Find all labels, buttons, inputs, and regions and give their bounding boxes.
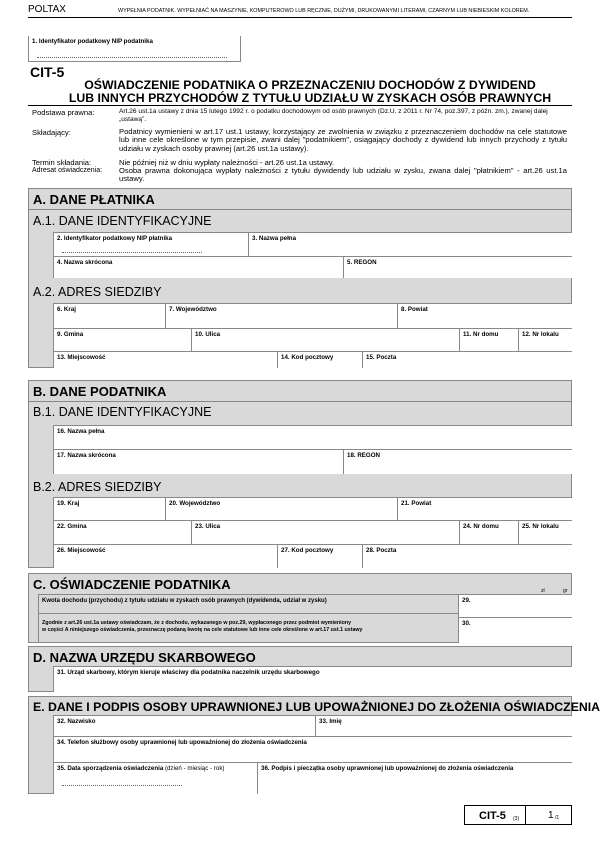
field-28-poczta[interactable]: 28. Poczta — [362, 544, 572, 568]
section-e — [28, 696, 600, 794]
field-19-kraj[interactable]: 19. Kraj — [53, 497, 165, 520]
zgodnie-line2: w części A niniejszego oświadczenia, przeznaczę podaną kwotę na cele statutowe lub inne cele określone w art.17 ust.1 ustawy — [42, 627, 363, 633]
field-23-ulica[interactable]: 23. Ulica — [191, 520, 459, 544]
section-d-title: D. NAZWA URZĘDU SKARBOWEGO — [33, 650, 256, 665]
field-9-gmina[interactable]: 9. Gmina — [53, 328, 191, 351]
field-15-poczta[interactable]: 15. Poczta — [362, 351, 572, 368]
field-31-urzad-skarbowy[interactable]: 31. Urząd skarbowy, którym kieruje właściwy dla podatnika naczelnik urzędu skarbowego — [53, 666, 572, 692]
form-title-line2: LUB INNYCH PRZYCHODÓW Z TYTUŁU UDZIAŁU W ZYSKACH OSÓB PRAWNYCH — [68, 91, 552, 105]
section-e-title: E. DANE I PODPIS OSOBY UPRAWNIONEJ LUB UPOWAŻNIONEJ DO ZŁOŻENIA OŚWIADCZENIA — [33, 700, 600, 714]
adresat-label: Adresat oświadczenia: — [32, 167, 103, 174]
kwota-label-box — [38, 594, 458, 613]
section-a-title: A. DANE PŁATNIKA — [33, 192, 155, 207]
field-7-wojewodztwo[interactable]: 7. Województwo — [165, 303, 397, 328]
footer-page-box — [526, 805, 572, 825]
footer-version: (3) — [513, 816, 520, 822]
gr-label: gr — [563, 588, 568, 594]
field-25-nr-lokalu[interactable]: 25. Nr lokalu — [518, 520, 572, 544]
field-34-telefon[interactable]: 34. Telefon służbowy osoby uprawnionej lub upoważnionej do złożenia oświadczenia — [53, 736, 572, 762]
field-5-regon[interactable]: 5. REGON — [343, 256, 572, 278]
footer-pages: /1 — [555, 815, 560, 821]
field-22-gmina[interactable]: 22. Gmina — [53, 520, 191, 544]
zgodnie-box — [38, 613, 458, 643]
field-14-kod-pocztowy[interactable]: 14. Kod pocztowy — [277, 351, 362, 368]
field-8-powiat[interactable]: 8. Powiat — [397, 303, 572, 328]
section-b1-title: B.1. DANE IDENTYFIKACYJNE — [33, 405, 212, 419]
field-33-imie[interactable]: 33. Imię — [315, 715, 572, 736]
section-d — [28, 646, 572, 692]
field-4-nazwa-skrocona[interactable]: 4. Nazwa skrócona — [53, 256, 343, 278]
kwota-label: Kwota dochodu (przychodu) z tytułu udziału w zyskach osób prawnych (dywidenda, udział w zysku) — [42, 598, 327, 604]
field-17-nazwa-skrocona[interactable]: 17. Nazwa skrócona — [53, 449, 343, 474]
section-b-title: B. DANE PODATNIKA — [33, 384, 167, 399]
section-a1-title: A.1. DANE IDENTYFIKACYJNE — [33, 214, 212, 228]
poltax-label: POLTAX — [28, 4, 66, 15]
footer-page: 1 — [548, 810, 554, 821]
skladajacy-text: Podatnicy wymienieni w art.17 ust.1 ustawy, korzystający ze zwolnienia w związku z przeznaczeniem dochodów na cele statutowe lub inne cele określone w tym przepisie, zwani dalej "podatnikiem", osiągający dochody z dywidend lub innych przychody z tytułu udziału w zyskach osoby prawnej (art.26 ust.1a ustawy). — [119, 127, 567, 153]
footer-code-box — [464, 805, 526, 825]
info-block — [28, 105, 572, 185]
nip-ticks — [37, 55, 227, 58]
section-a2-title: A.2. ADRES SIEDZIBY — [33, 285, 162, 299]
zgodnie-line1: Zgodnie z art.26 ust.1a ustawy oświadczam, że z dochodu, wykazanego w poz.29, wypłaconego przez podmiot wymieniony — [42, 620, 352, 626]
field-32-nazwisko[interactable]: 32. Nazwisko — [53, 715, 315, 736]
field-35-label: 35. Data sporządzenia oświadczenia — [57, 765, 164, 772]
podstawa-text: Art.26 ust.1a ustawy z dnia 15 lutego 1992 r. o podatku dochodowym od osób prawnych (Dz.U. z 2011 r. Nr 74, poz.397, z późn. zm.), zwanej dalej „ustawą”. — [119, 108, 548, 124]
section-c-title: C. OŚWIADCZENIE PODATNIKA — [33, 577, 231, 592]
zl-label: zł — [541, 588, 545, 594]
section-b2-title: B.2. ADRES SIEDZIBY — [33, 480, 162, 494]
top-rule — [28, 17, 572, 18]
footer-code: CIT-5 — [479, 810, 506, 822]
field-20-wojewodztwo[interactable]: 20. Województwo — [165, 497, 397, 520]
field-13-miejscowosc[interactable]: 13. Miejscowość — [53, 351, 277, 368]
section-b — [28, 380, 572, 568]
adresat-text: Osoba prawna dokonująca wypłaty należności z tytułu dywidendy lub udziału w zysku, zwana dalej "płatnikiem" - art.26 ust.1a ustawy. — [119, 166, 567, 184]
nip-box[interactable] — [28, 36, 241, 62]
field-11-nr-domu[interactable]: 11. Nr domu — [459, 328, 518, 351]
field-10-ulica[interactable]: 10. Ulica — [191, 328, 459, 351]
field-16-nazwa-pelna[interactable]: 16. Nazwa pełna — [53, 425, 572, 449]
field-30-podpis[interactable]: 30. — [458, 617, 572, 643]
field-29-kwota[interactable]: 29. — [458, 594, 572, 617]
nip-label: 1. Identyfikator podatkowy NIP podatnika — [32, 38, 153, 45]
field-27-kod-pocztowy[interactable]: 27. Kod pocztowy — [277, 544, 362, 568]
form-title-line1: OŚWIADCZENIE PODATNIKA O PRZEZNACZENIU DOCHODÓW Z DYWIDEND — [84, 78, 536, 92]
field-12-nr-lokalu[interactable]: 12. Nr lokalu — [518, 328, 572, 351]
skladajacy-label: Składający: — [32, 128, 71, 137]
termin-text: Nie później niż w dniu wypłaty należności - art.26 ust.1a ustawy. — [119, 158, 335, 167]
section-c — [28, 573, 572, 643]
podstawa-label: Podstawa prawna: — [32, 108, 95, 117]
field-6-kraj[interactable]: 6. Kraj — [53, 303, 165, 328]
fill-instruction: WYPEŁNIA PODATNIK. WYPEŁNIAĆ NA MASZYNIE, KOMPUTEROWO LUB RĘCZNIE, DUŻYMI, DRUKOWANYMI LITERAMI, CZARNYM LUB NIEBIESKIM KOLOREM. — [118, 8, 530, 14]
form-code: CIT-5 — [30, 64, 65, 80]
field-36-podpis[interactable]: 36. Podpis i pieczątka osoby uprawnionej lub upoważnionej do złożenia oświadczenia — [257, 762, 572, 794]
field-35-hint: (dzień - miesiąc - rok) — [165, 765, 225, 772]
field-18-regon[interactable]: 18. REGON — [343, 449, 572, 474]
field-2-nip-platnika[interactable]: 2. Identyfikator podatkowy NIP płatnika — [53, 232, 248, 256]
field-35-data[interactable] — [53, 762, 257, 794]
field-26-miejscowosc[interactable]: 26. Miejscowość — [53, 544, 277, 568]
field-3-nazwa-pelna[interactable]: 3. Nazwa pełna — [248, 232, 572, 256]
section-a — [28, 188, 572, 368]
termin-label: Termin składania: — [32, 158, 92, 167]
field-24-nr-domu[interactable]: 24. Nr domu — [459, 520, 518, 544]
field-21-powiat[interactable]: 21. Powiat — [397, 497, 572, 520]
